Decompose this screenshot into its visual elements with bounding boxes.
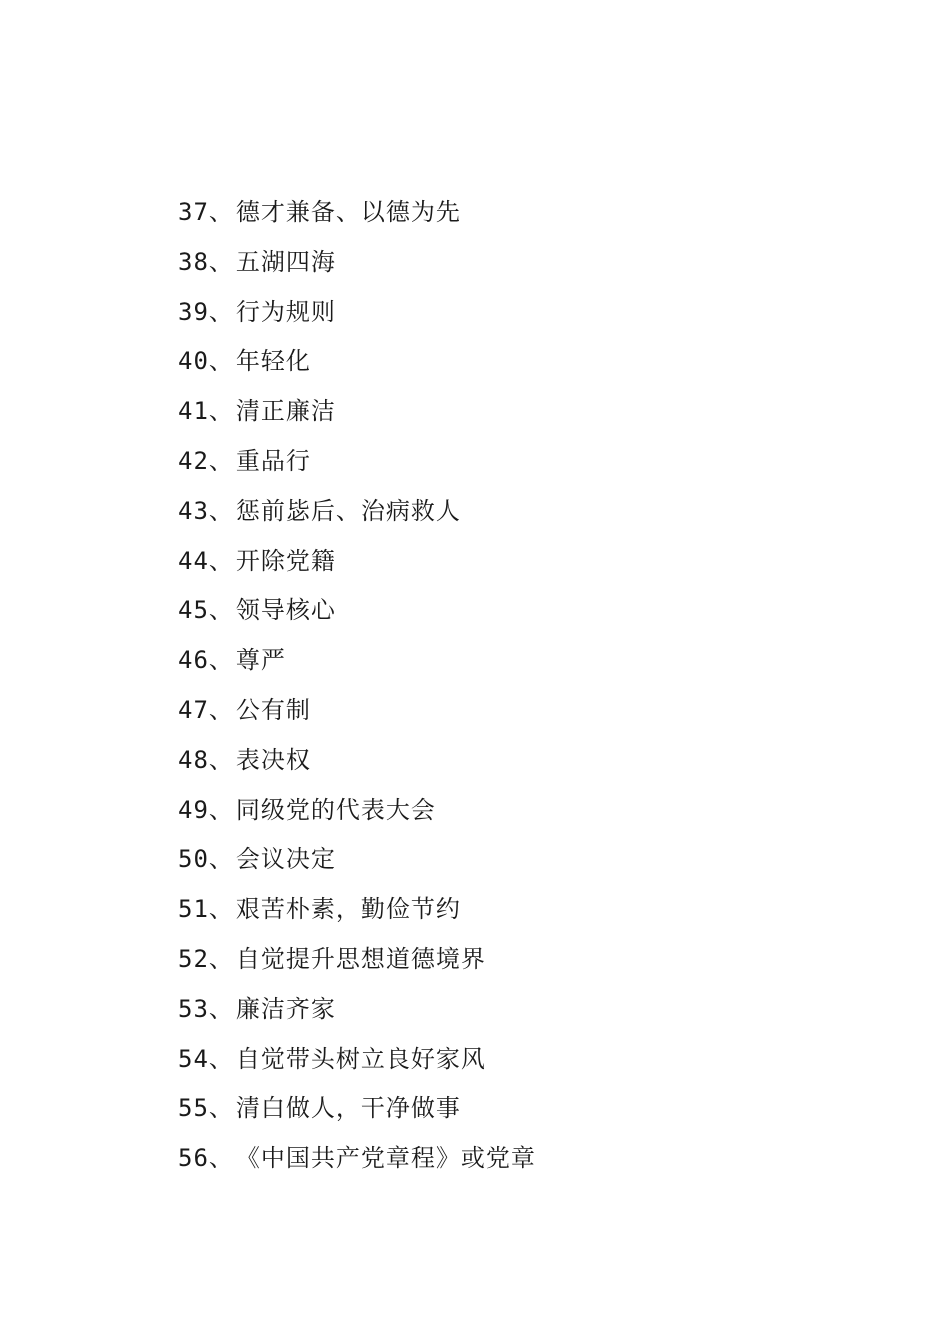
answer-list xyxy=(178,196,536,1192)
answer-number: 37 xyxy=(178,198,209,226)
answer-item xyxy=(178,744,536,794)
answer-text: 《中国共产党章程》或党章 xyxy=(235,1144,536,1173)
answer-item xyxy=(178,943,536,993)
answer-item xyxy=(178,594,536,644)
answer-text: 清正廉洁 xyxy=(235,397,336,426)
answer-item xyxy=(178,694,536,744)
answer-item xyxy=(178,495,536,545)
answer-text: 德才兼备、以德为先 xyxy=(235,198,461,226)
answer-item xyxy=(178,843,536,893)
answer-text: 惩前毖后、治病救人 xyxy=(235,496,461,525)
answer-number: 40 xyxy=(178,347,209,376)
answer-number: 46 xyxy=(178,646,209,675)
answer-text: 表决权 xyxy=(235,745,311,774)
answer-text: 同级党的代表大会 xyxy=(235,795,436,824)
answer-separator: 、 xyxy=(208,496,234,525)
answer-separator: 、 xyxy=(208,745,234,774)
answer-number: 53 xyxy=(178,994,209,1023)
answer-number: 39 xyxy=(178,297,209,326)
answer-separator: 、 xyxy=(208,198,234,226)
answer-separator: 、 xyxy=(208,845,234,874)
answer-item xyxy=(178,445,536,495)
answer-text: 公有制 xyxy=(235,695,311,724)
answer-number: 50 xyxy=(178,845,209,874)
answer-text: 领导核心 xyxy=(235,596,336,625)
answer-number: 48 xyxy=(178,745,209,774)
answer-separator: 、 xyxy=(208,297,234,326)
answer-number: 43 xyxy=(178,496,209,525)
answer-item xyxy=(178,246,536,296)
answer-item xyxy=(178,1142,536,1192)
answer-separator: 、 xyxy=(208,546,234,575)
answer-separator: 、 xyxy=(208,397,234,426)
answer-item xyxy=(178,296,536,346)
answer-number: 56 xyxy=(178,1144,209,1173)
answer-item xyxy=(178,395,536,445)
answer-text: 清白做人，干净做事 xyxy=(235,1094,461,1123)
answer-number: 44 xyxy=(178,546,209,575)
answer-text: 廉洁齐家 xyxy=(235,994,336,1023)
answer-separator: 、 xyxy=(208,895,234,924)
answer-separator: 、 xyxy=(208,347,234,376)
answer-text: 会议决定 xyxy=(235,845,336,874)
answer-item xyxy=(178,993,536,1043)
answer-text: 尊严 xyxy=(235,646,286,675)
answer-number: 54 xyxy=(178,1044,209,1073)
answer-text: 年轻化 xyxy=(235,347,311,376)
answer-separator: 、 xyxy=(208,1044,234,1073)
answer-separator: 、 xyxy=(208,247,234,276)
answer-item xyxy=(178,794,536,844)
answer-item xyxy=(178,345,536,395)
answer-item xyxy=(178,1043,536,1093)
answer-separator: 、 xyxy=(208,1094,234,1123)
answer-item xyxy=(178,644,536,694)
answer-number: 41 xyxy=(178,397,209,426)
answer-separator: 、 xyxy=(208,446,234,475)
answer-number: 55 xyxy=(178,1094,209,1123)
answer-separator: 、 xyxy=(208,646,234,675)
answer-number: 49 xyxy=(178,795,209,824)
answer-separator: 、 xyxy=(208,795,234,824)
answer-item xyxy=(178,893,536,943)
answer-text: 五湖四海 xyxy=(235,247,336,276)
answer-text: 行为规则 xyxy=(235,297,336,326)
answer-number: 47 xyxy=(178,695,209,724)
answer-text: 艰苦朴素，勤俭节约 xyxy=(235,895,461,924)
answer-number: 51 xyxy=(178,895,209,924)
answer-number: 52 xyxy=(178,944,209,973)
answer-number: 45 xyxy=(178,596,209,625)
answer-number: 42 xyxy=(178,446,209,475)
answer-separator: 、 xyxy=(208,994,234,1023)
answer-item xyxy=(178,545,536,595)
answer-separator: 、 xyxy=(208,1144,234,1173)
answer-separator: 、 xyxy=(208,596,234,625)
answer-text: 开除党籍 xyxy=(235,546,336,575)
answer-text: 重品行 xyxy=(235,446,311,475)
answer-item xyxy=(178,196,536,246)
answer-number: 38 xyxy=(178,247,209,276)
answer-separator: 、 xyxy=(208,944,234,973)
answer-separator: 、 xyxy=(208,695,234,724)
answer-text: 自觉带头树立良好家风 xyxy=(235,1044,486,1073)
answer-item xyxy=(178,1092,536,1142)
answer-text: 自觉提升思想道德境界 xyxy=(235,944,486,973)
